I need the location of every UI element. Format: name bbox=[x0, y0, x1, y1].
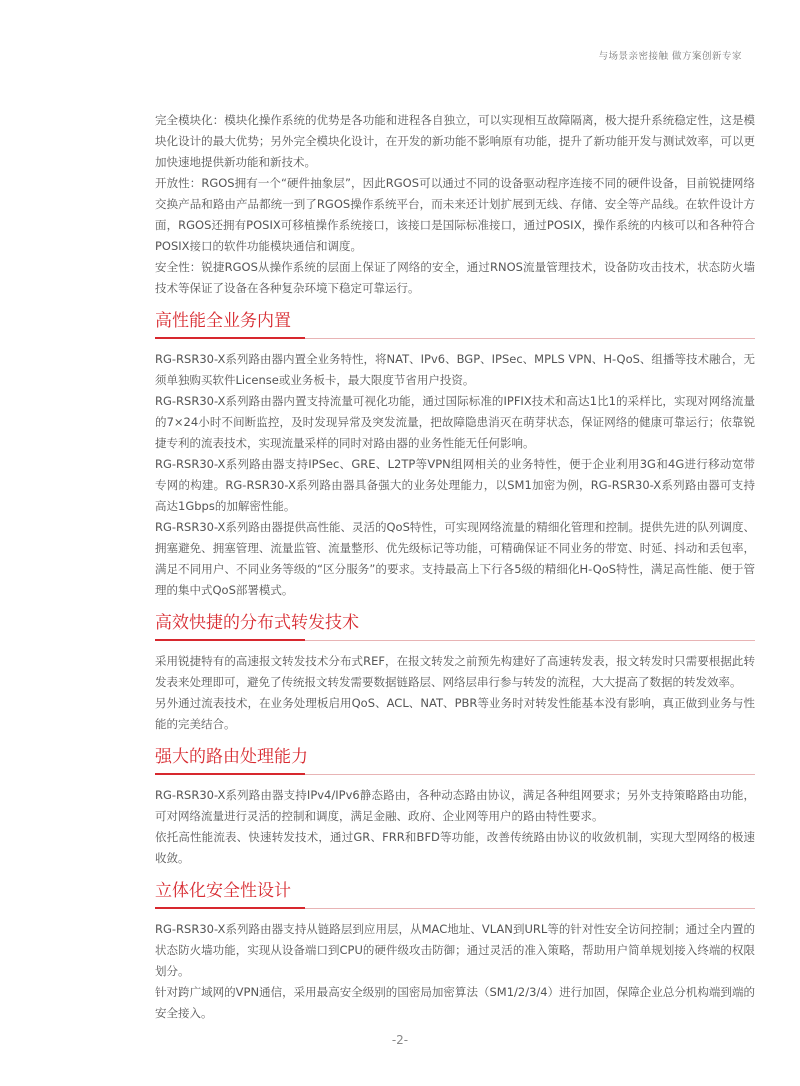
header-tagline: 与场景亲密接触 做方案创新专家 bbox=[598, 51, 742, 62]
section-paragraph: RG-RSR30-X系列路由器提供高性能、灵活的QoS特性，可实现网络流量的精细化管理和控制。提供先进的队列调度、拥塞避免、拥塞管理、流量监管、流量整形、优先级标记等功能，可精确保证不同业务的带宽、时延、抖动和丢包率，满足不同用户、不同业务等级的“区分服务”的要求。支持最高上下行各5级的精细化H-QoS特性，满足高性能、便于管理的集中式QoS部署模式。 bbox=[155, 520, 755, 597]
section-paragraph: RG-RSR30-X系列路由器支持从链路层到应用层，从MAC地址、VLAN到URL等的针对性安全访问控制；通过全内置的状态防火墙功能，实现从设备端口到CPU的硬件级攻击防御；通过灵活的准入策略，帮助用户简单规划接入终端的权限划分。 bbox=[155, 922, 755, 978]
page-number: -2- bbox=[391, 1033, 409, 1047]
intro-paragraph-security: 安全性：锐捷RGOS从操作系统的层面上保证了网络的安全，通过RNOS流量管理技术，设备防攻击技术，状态防火墙技术等保证了设备在各种复杂环境下稳定可靠运行。 bbox=[155, 260, 755, 295]
section-title-divider bbox=[155, 774, 755, 775]
section-title bbox=[155, 879, 755, 909]
section-paragraph: 针对跨广域网的VPN通信，采用最高安全级别的国密局加密算法（SM1/2/3/4）进行加固，保障企业总分机构端到端的安全接入。 bbox=[155, 985, 755, 1020]
section-title-text: 立体化安全性设计 bbox=[155, 881, 291, 901]
section-title bbox=[155, 745, 755, 775]
page-content bbox=[155, 110, 755, 1024]
intro-paragraph-openness: 开放性：RGOS拥有一个“硬件抽象层”，因此RGOS可以通过不同的设备驱动程序连接不同的硬件设备，目前锐捷网络交换产品和路由产品都统一到了RGOS操作系统平台，而未来还计划扩展到无线、存储、安全等产品线。在软件设计方面，RGOS还拥有POSIX可移植操作系统接口，该接口是国际标准接口，通过POSIX，操作系统的内核可以和各种符合POSIX接口的软件功能模块通信和调度。 bbox=[155, 176, 755, 253]
section-distributed-forwarding bbox=[155, 611, 755, 735]
section-routing bbox=[155, 745, 755, 869]
section-title-divider bbox=[155, 640, 755, 641]
section-high-performance bbox=[155, 309, 755, 601]
section-title bbox=[155, 611, 755, 641]
section-title-text: 高性能全业务内置 bbox=[155, 311, 291, 331]
intro-block bbox=[155, 110, 755, 299]
section-paragraph: 依托高性能流表、快速转发技术，通过GR、FRR和BFD等功能，改善传统路由协议的收敛机制，实现大型网络的极速收敛。 bbox=[155, 830, 755, 865]
section-paragraph: RG-RSR30-X系列路由器内置全业务特性，将NAT、IPv6、BGP、IPSec、MPLS VPN、H-QoS、组播等技术融合，无须单独购买软件License或业务板卡，最大限度节省用户投资。 bbox=[155, 352, 755, 387]
section-paragraph: RG-RSR30-X系列路由器支持IPSec、GRE、L2TP等VPN组网相关的业务特性，便于企业利用3G和4G进行移动宽带专网的构建。RG-RSR30-X系列路由器具备强大的业务处理能力，以SM1加密为例，RG-RSR30-X系列路由器可支持高达1Gbps的加解密性能。 bbox=[155, 457, 755, 513]
section-security-design bbox=[155, 879, 755, 1024]
intro-paragraph-modular: 完全模块化：模块化操作系统的优势是各功能和进程各自独立，可以实现相互故障隔离，极大提升系统稳定性，这是模块化设计的最大优势；另外完全模块化设计，在开发的新功能不影响原有功能，提升了新功能开发与测试效率，可以更加快速地提供新功能和新技术。 bbox=[155, 113, 755, 169]
section-title-divider bbox=[155, 908, 755, 909]
section-paragraph: RG-RSR30-X系列路由器内置支持流量可视化功能，通过国际标准的IPFIX技术和高达1比1的采样比，实现对网络流量的7×24小时不间断监控，及时发现异常及突发流量，把故障隐患消灭在萌芽状态，保证网络的健康可靠运行；依靠锐捷专利的流表技术，实现流量采样的同时对路由器的业务性能无任何影响。 bbox=[155, 394, 755, 450]
section-title-text: 高效快捷的分布式转发技术 bbox=[155, 613, 359, 633]
section-title-divider bbox=[155, 338, 755, 339]
section-title-text: 强大的路由处理能力 bbox=[155, 747, 308, 767]
section-paragraph: 另外通过流表技术，在业务处理板启用QoS、ACL、NAT、PBR等业务时对转发性能基本没有影响，真正做到业务与性能的完美结合。 bbox=[155, 696, 755, 731]
section-paragraph: 采用锐捷特有的高速报文转发技术分布式REF，在报文转发之前预先构建好了高速转发表，报文转发时只需要根据此转发表来处理即可，避免了传统报文转发需要数据链路层、网络层串行参与转发的流程，大大提高了数据的转发效率。 bbox=[155, 654, 755, 689]
section-title bbox=[155, 309, 755, 339]
section-paragraph: RG-RSR30-X系列路由器支持IPv4/IPv6静态路由，各种动态路由协议，满足各种组网要求；另外支持策略路由功能，可对网络流量进行灵活的控制和调度，满足金融、政府、企业网等用户的路由特性要求。 bbox=[155, 788, 755, 823]
